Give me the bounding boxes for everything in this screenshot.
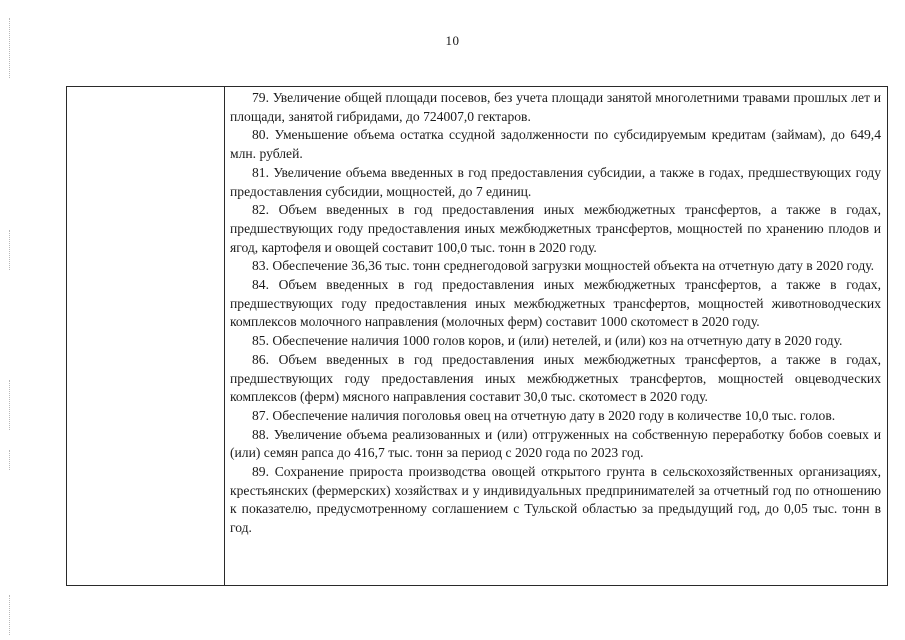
list-item: 83. Обеспечение 36,36 тыс. тонн среднегодовой загрузки мощностей объекта на отчетную дату в 2020 году. (252, 258, 875, 274)
margin-mark (9, 380, 11, 430)
list-item: 86. Объем введенных в год предоставления иных межбюджетных трансфертов, а также в годах, предшествующих году предоставления иных межбюджетных трансфертов, мощностей овцеводческих комплексов (ферм) мясного направления составит 30,0 тыс. скотомест в 2020 году. (230, 351, 881, 405)
list-item: 84. Объем введенных в год предоставления иных межбюджетных трансфертов, а также в годах, предшествующих году предоставления иных межбюджетных трансфертов, мощностей животноводческих комплексов молочного направления (молочных ферм) составит 1000 скотомест в 2020 году. (230, 277, 881, 330)
list-item: 79. Увеличение общей площади посевов, без учета площади занятой многолетними травами прошлых лет и площади, занятой гибридами, до 724007,0 гектаров. (230, 90, 881, 124)
list-item: 80. Уменьшение объема остатка ссудной задолженности по субсидируемым кредитам (займам), до 649,4 млн. рублей. (230, 127, 881, 162)
list-item: 88. Увеличение объема реализованных и (или) отгруженных на собственную переработку бобов соевых и (или) семян рапса до 416,7 тыс. тонн за период с 2020 года по 2023 год. (230, 426, 881, 461)
binding-margin (9, 0, 11, 640)
margin-mark (9, 450, 11, 470)
margin-mark (9, 595, 11, 635)
list-item: 87. Обеспечение наличия поголовья овец на отчетную дату в 2020 году в количестве 10,0 тыс. голов. (252, 407, 836, 423)
list-item: 81. Увеличение объема введенных в год предоставления субсидии, а также в годах, предшествующих году предоставления субсидии, мощностей, до 7 единиц. (230, 164, 881, 199)
list-item: 85. Обеспечение наличия 1000 голов коров, и (или) нетелей, и (или) коз на отчетную дату в 2020 году. (252, 333, 843, 349)
document-table (66, 86, 888, 586)
list-item: 89. Сохранение прироста производства овощей открытого грунта в сельскохозяйственных организациях, крестьянских (фермерских) хозяйствах и у индивидуальных предпринимателей за отчетный год по отношению к показателю, предусмотренному соглашением с Тульской областью за предыдущий год, до 0,05 тыс. тонн в год. (230, 464, 881, 536)
margin-mark (9, 230, 11, 270)
table-text-cell (225, 87, 887, 538)
list-item: 82. Объем введенных в год предоставления иных межбюджетных трансфертов, а также в годах, предшествующих году предоставления иных межбюджетных трансфертов, мощностей по хранению плодов и ягод, картофеля и овощей составит 100,0 тыс. тонн в 2020 году. (230, 202, 881, 255)
page-number: 10 (445, 33, 460, 48)
